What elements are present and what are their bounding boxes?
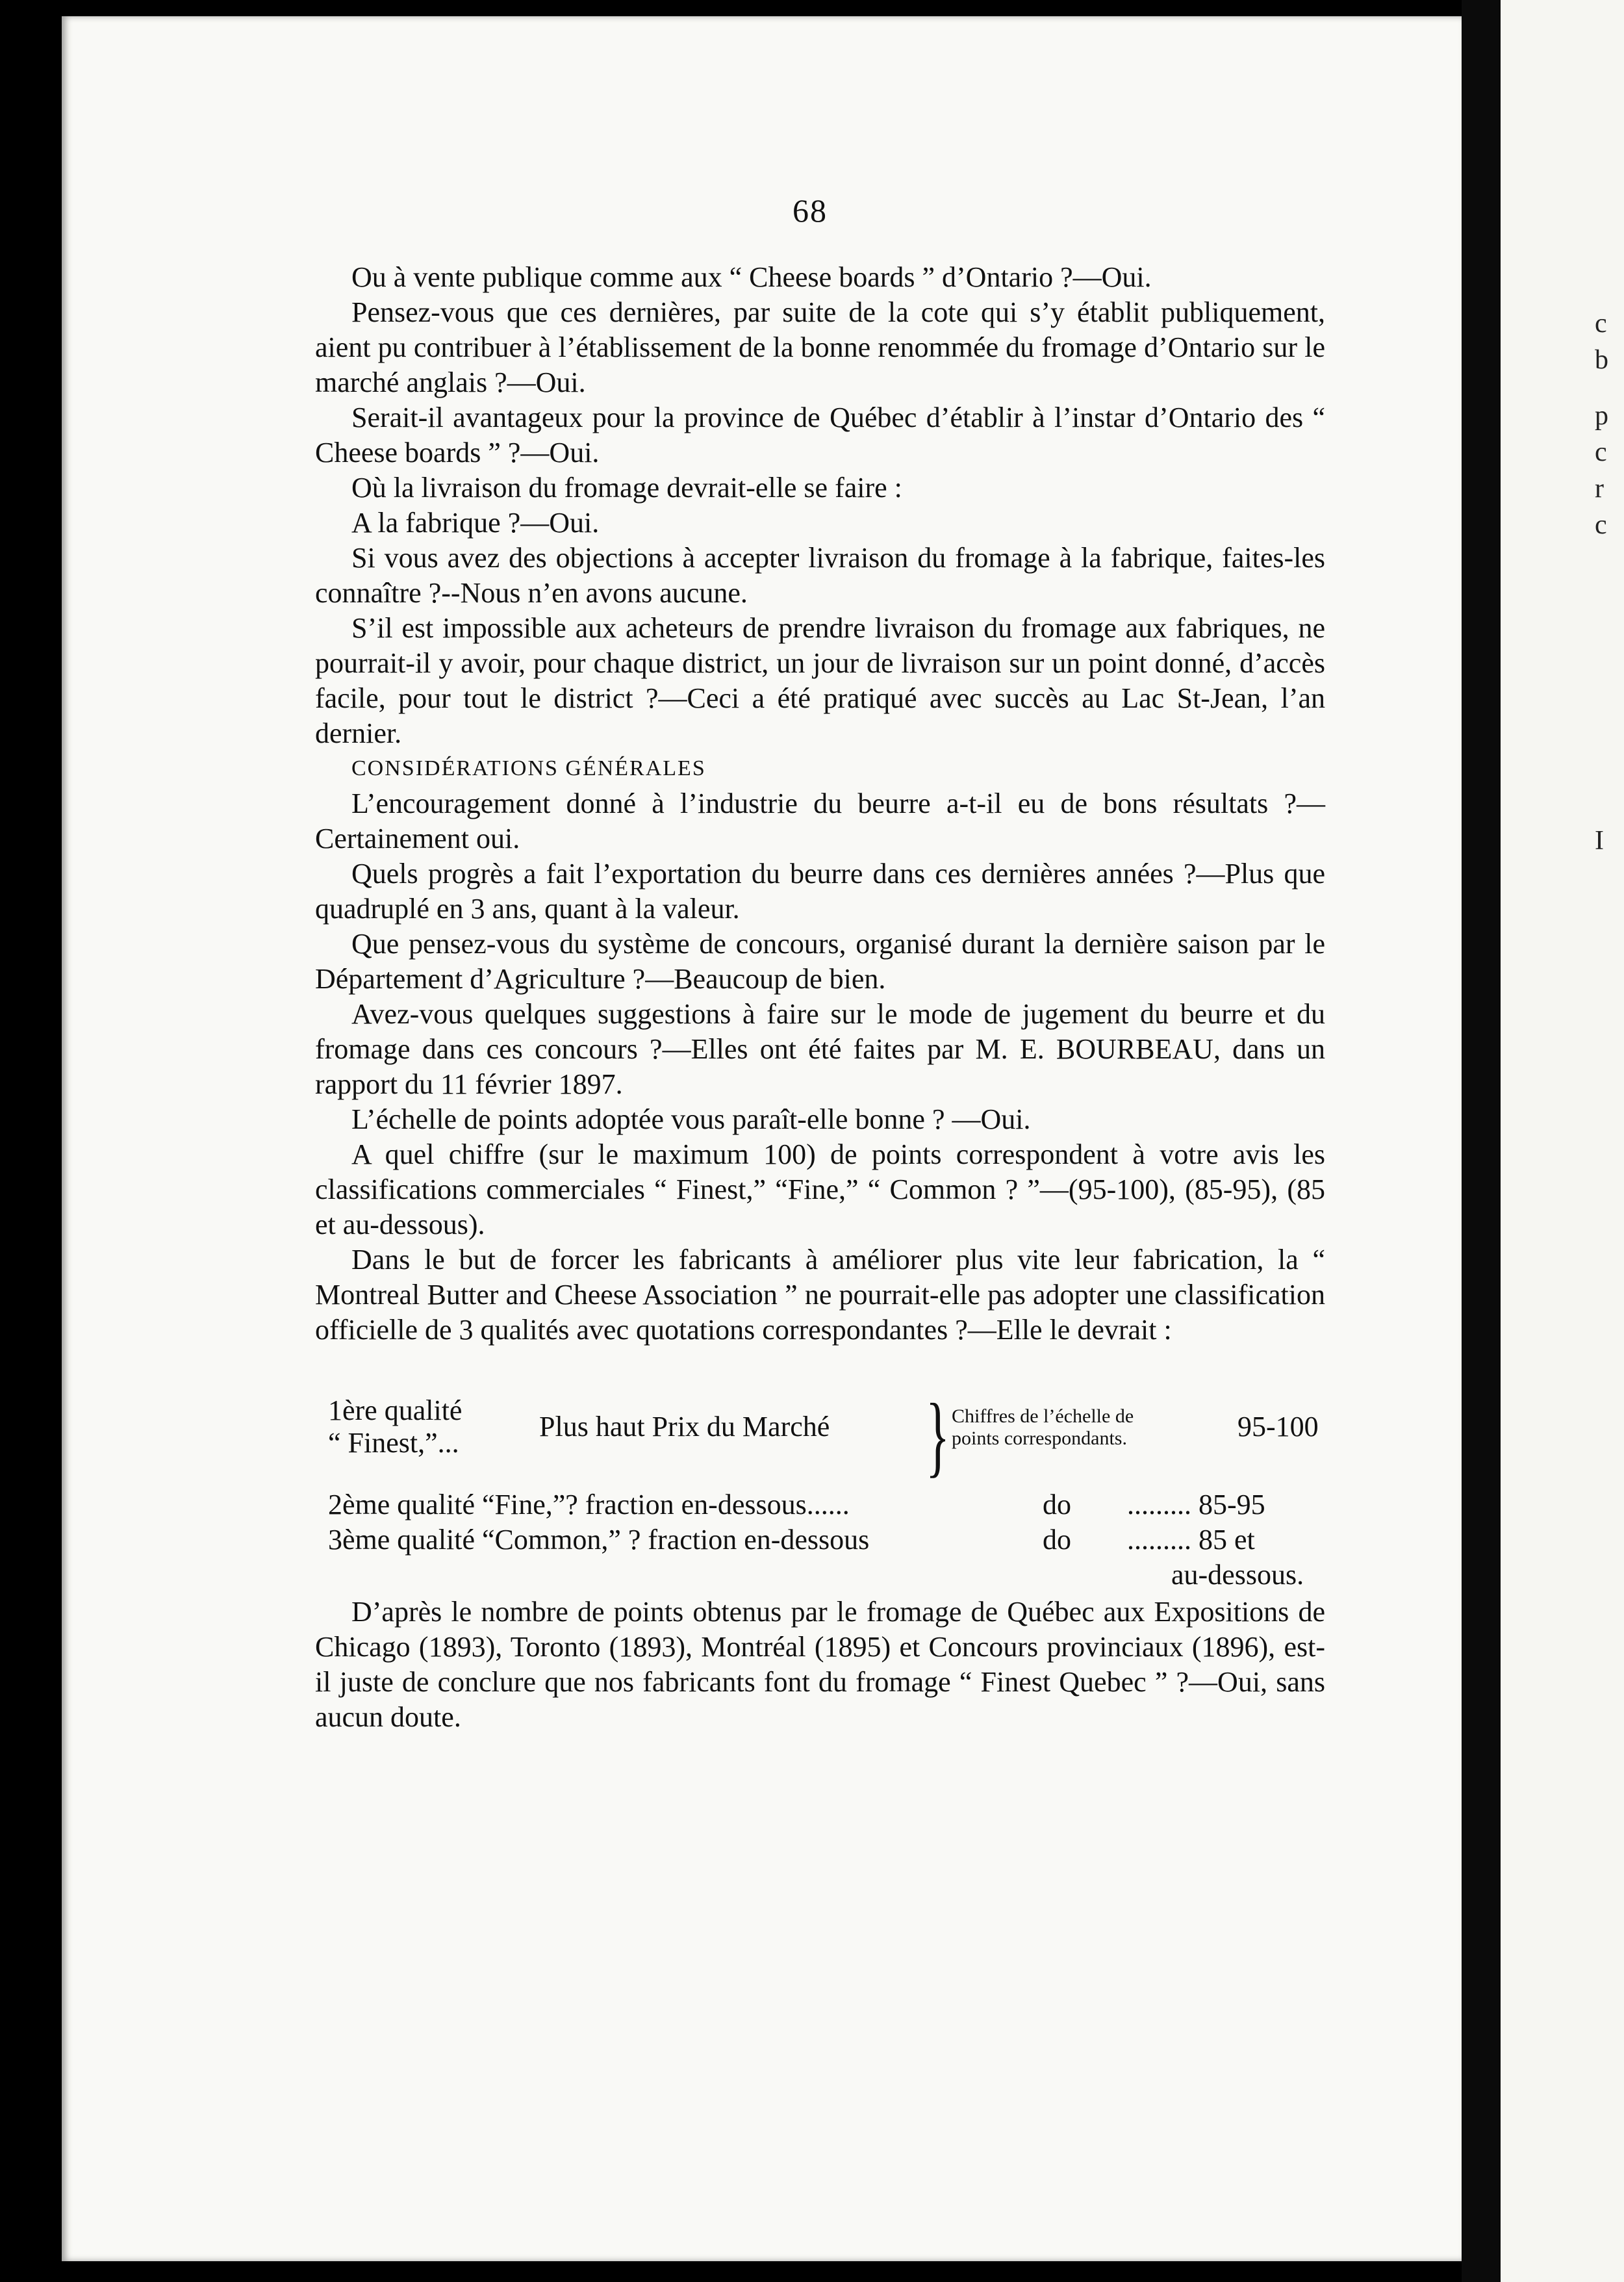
- paragraph: Dans le but de forcer les fabricants à améliorer plus vite leur fabrication, la “ Montreal Butter and Cheese Association ” ne pourrait-elle pas adopter une classification officielle de 3 qualités avec quotations correspondantes ?—Elle le devrait :: [315, 1244, 1325, 1346]
- paragraph: Où la livraison du fromage devrait-elle se faire :: [351, 472, 902, 504]
- row1-points: 95-100: [1237, 1411, 1319, 1442]
- brace: }: [926, 1385, 950, 1486]
- paragraph: Pensez-vous que ces dernières, par suite de la cote qui s’y établit publiquement, aient pu contribuer à l’établissement de la bonne renommée du fromage d’Ontario sur le marché anglais ?—Oui.: [315, 296, 1325, 398]
- row3-do: do: [1043, 1524, 1071, 1556]
- row1-quality: 1ère qualité: [328, 1394, 463, 1426]
- paragraph: Si vous avez des objections à accepter livraison du fromage à la fabrique, faites-les connaître ?--Nous n’en avons aucune.: [315, 542, 1325, 609]
- fragment: c: [1595, 510, 1607, 540]
- page-number: 68: [793, 192, 828, 229]
- fragment: p: [1595, 401, 1608, 431]
- paragraph: Ou à vente publique comme aux “ Cheese boards ” d’Ontario ?—Oui.: [351, 261, 1152, 293]
- row2-do: do: [1043, 1489, 1071, 1520]
- paragraph: Serait-il avantageux pour la province de Québec d’établir à l’instar d’Ontario des “ Cheese boards ” ?—Oui.: [315, 402, 1325, 468]
- brace-note: points correspondants.: [952, 1428, 1127, 1449]
- paragraph: S’il est impossible aux acheteurs de prendre livraison du fromage aux fabriques, ne pourrait-il y avoir, pour chaque district, un jour de livraison sur un point donné, d’accès facile, pour tout le district ?—Ceci a été pratiqué avec succès au Lac St-Jean, l’an dernier.: [315, 612, 1325, 749]
- fragment: I: [1595, 826, 1604, 856]
- row3-points: ......... 85 et: [1127, 1524, 1255, 1556]
- row2-points: ......... 85-95: [1127, 1489, 1265, 1520]
- section-heading: CONSIDÉRATIONS GÉNÉRALES: [351, 756, 706, 780]
- paragraph: L’échelle de points adoptée vous paraît-elle bonne ? —Oui.: [351, 1103, 1031, 1135]
- paragraph: Quels progrès a fait l’exportation du beurre dans ces dernières années ?—Plus que quadruplé en 3 ans, quant à la valeur.: [315, 858, 1325, 925]
- fragment: c: [1595, 309, 1607, 339]
- brace-note: Chiffres de l’échelle de: [952, 1405, 1134, 1427]
- row2-quality: 2ème qualité “Fine,”? fraction en-dessous......: [328, 1489, 850, 1520]
- paragraph: A quel chiffre (sur le maximum 100) de points correspondent à votre avis les classifications commerciales “ Finest,” “Fine,” “ Common ? ”—(95-100), (85-95), (85 et au-dessous).: [315, 1138, 1325, 1240]
- row3-points-cont: au-dessous.: [1171, 1559, 1304, 1591]
- paragraph: D’après le nombre de points obtenus par le fromage de Québec aux Expositions de Chicago (1893), Toronto (1893), Montréal (1895) et Concours provinciaux (1896), est-il juste de conclure que nos fabricants font du fromage “ Finest Quebec ” ?—Oui, sans aucun doute.: [315, 1596, 1325, 1733]
- row3-quality: 3ème qualité “Common,” ? fraction en-dessous: [328, 1524, 870, 1556]
- fragment: c: [1595, 437, 1607, 467]
- paragraph: A la fabrique ?—Oui.: [351, 507, 600, 539]
- facing-page-fragments: [1595, 305, 1608, 859]
- paragraph: L’encouragement donné à l’industrie du beurre a-t-il eu de bons résultats ?—Certainement oui.: [315, 788, 1325, 854]
- fragment: r: [1595, 474, 1604, 504]
- fragment: b: [1595, 345, 1608, 375]
- paragraph: Que pensez-vous du système de concours, organisé durant la dernière saison par le Département d’Agriculture ?—Beaucoup de bien.: [315, 928, 1325, 995]
- page-gutter: [1462, 0, 1501, 2282]
- row1-quality-name: “ Finest,”...: [328, 1427, 459, 1459]
- quality-table: [315, 1385, 1325, 1595]
- row1-description: Plus haut Prix du Marché: [539, 1411, 830, 1442]
- paragraph: Avez-vous quelques suggestions à faire sur le mode de jugement du beurre et du fromage dans ces concours ?—Elles ont été faites par M. E. BOURBEAU, dans un rapport du 11 février 1897.: [315, 998, 1325, 1100]
- body-text: [315, 260, 1325, 1735]
